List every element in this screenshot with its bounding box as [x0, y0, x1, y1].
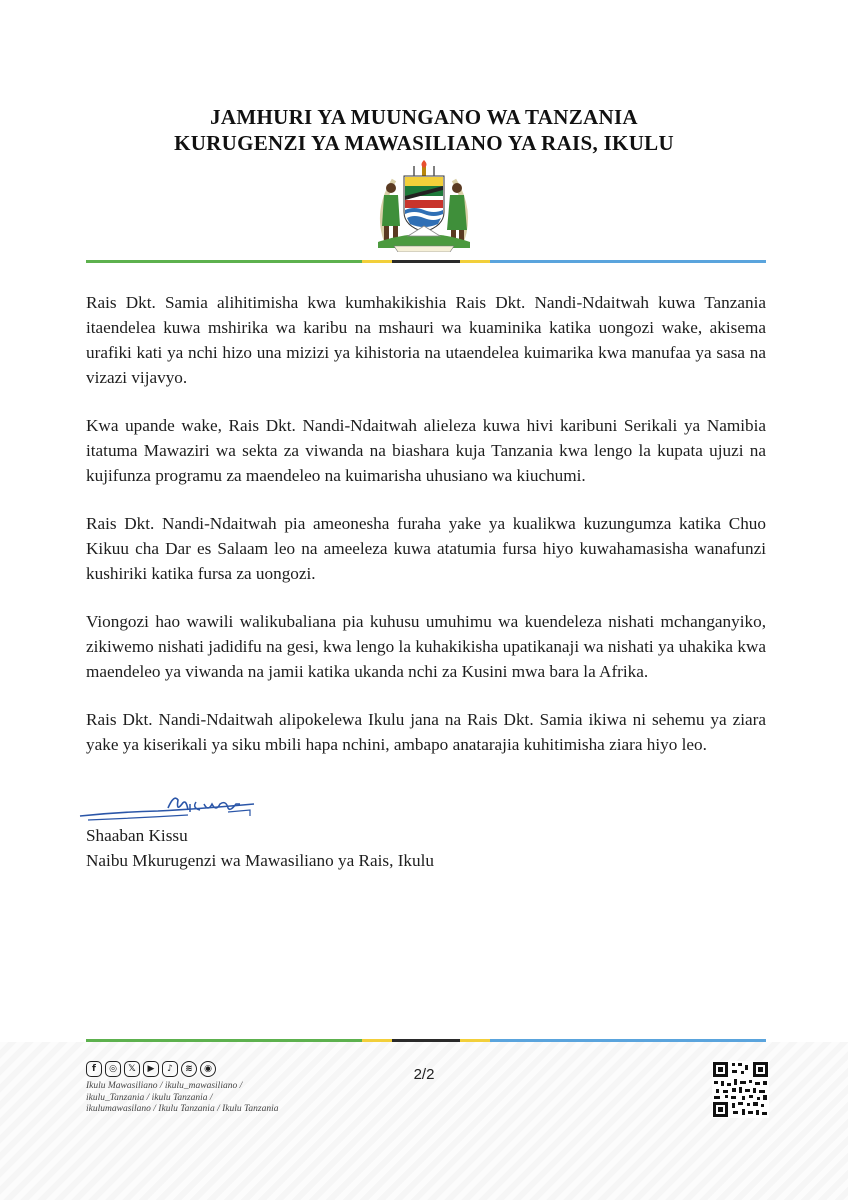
color-divider-bottom [86, 1039, 766, 1042]
coat-of-arms-icon [364, 160, 484, 252]
paragraph-3: Rais Dkt. Nandi-Ndaitwah pia ameonesha furaha yake ya kualikwa kuzungumza katika Chuo Kikuu cha Dar es Salaam leo na ameeleza kuwa atatumia fursa hiyo kuwahamasisha wanafunzi kushiriki katika fursa za uongozi. [86, 514, 766, 583]
handles-line-3: ikulumawasilano / Ikulu Tanzania / Ikulu Tanzania [86, 1104, 279, 1114]
page-number: 2/2 [413, 1066, 435, 1083]
signatory-block [86, 823, 434, 873]
signatory-name: Shaaban Kissu [86, 826, 188, 845]
letterhead-line-1: JAMHURI YA MUUNGANO WA TANZANIA [210, 105, 638, 129]
handles-line-1: Ikulu Mawasiliano / ikulu_mawasiliano / [86, 1081, 243, 1091]
youtube-icon[interactable]: ▶ [143, 1061, 159, 1077]
paragraph-4: Viongozi hao wawili walikubaliana pia kuhusu umuhimu wa kuendeleza nishati mchanganyiko, zikiwemo nishati jadidifu na gesi, kwa lengo la kuhakikisha upatikanaji wa nishati ya uhakika kwa maendeleo ya viwanda na jamii katika ukanda nchi za Kusini mwa bara la Afrika. [86, 612, 766, 681]
paragraph-2: Kwa upande wake, Rais Dkt. Nandi-Ndaitwah alieleza kuwa hivi karibuni Serikali ya Namibia itatuma Mawaziri wa sekta za viwanda na biashara kuja Tanzania kwa lengo la kupata ujuzi na kujifunza programu za maendeleo na kuimarisha uhusiano wa kiuchumi. [86, 416, 766, 485]
facebook-icon[interactable]: f [86, 1061, 102, 1077]
color-divider-top [86, 260, 766, 263]
instagram-icon[interactable]: ◎ [105, 1061, 121, 1077]
handles-line-2: ikulu_Tanzania / ikulu Tanzania / [86, 1092, 213, 1103]
x-icon[interactable]: 𝕏 [124, 1061, 140, 1077]
letterhead-line-2: KURUGENZI YA MAWASILIANO YA RAIS, IKULU [174, 131, 674, 155]
tiktok-icon[interactable]: ♪ [162, 1061, 178, 1077]
paragraph-1: Rais Dkt. Samia alihitimisha kwa kumhakikishia Rais Dkt. Nandi-Ndaitwah kuwa Tanzania itaendelea kuwa mshirika wa karibu na mshauri wa kuaminika katika uongozi wake, akisema urafiki kati ya nchi hizo una mizizi ya kihistoria na utaendelea kuimarika kwa manufaa ya sasa na vizazi vijavyo. [86, 293, 766, 387]
social-icons [86, 1061, 216, 1077]
letter-body [86, 290, 766, 780]
qr-code-icon[interactable] [712, 1061, 769, 1118]
signatory-title: Naibu Mkurugenzi wa Mawasiliano ya Rais, Ikulu [86, 851, 434, 870]
spotify-icon[interactable]: ≋ [181, 1061, 197, 1077]
paragraph-5: Rais Dkt. Nandi-Ndaitwah alipokelewa Ikulu jana na Rais Dkt. Samia ikiwa ni sehemu ya ziara yake ya kiserikali ya siku mbili hapa nchini, ambapo anatarajia kuhitimisha ziara hiyo leo. [86, 710, 766, 754]
podcast-icon[interactable]: ◉ [200, 1061, 216, 1077]
social-handles [86, 1081, 286, 1116]
letterhead [0, 104, 848, 156]
